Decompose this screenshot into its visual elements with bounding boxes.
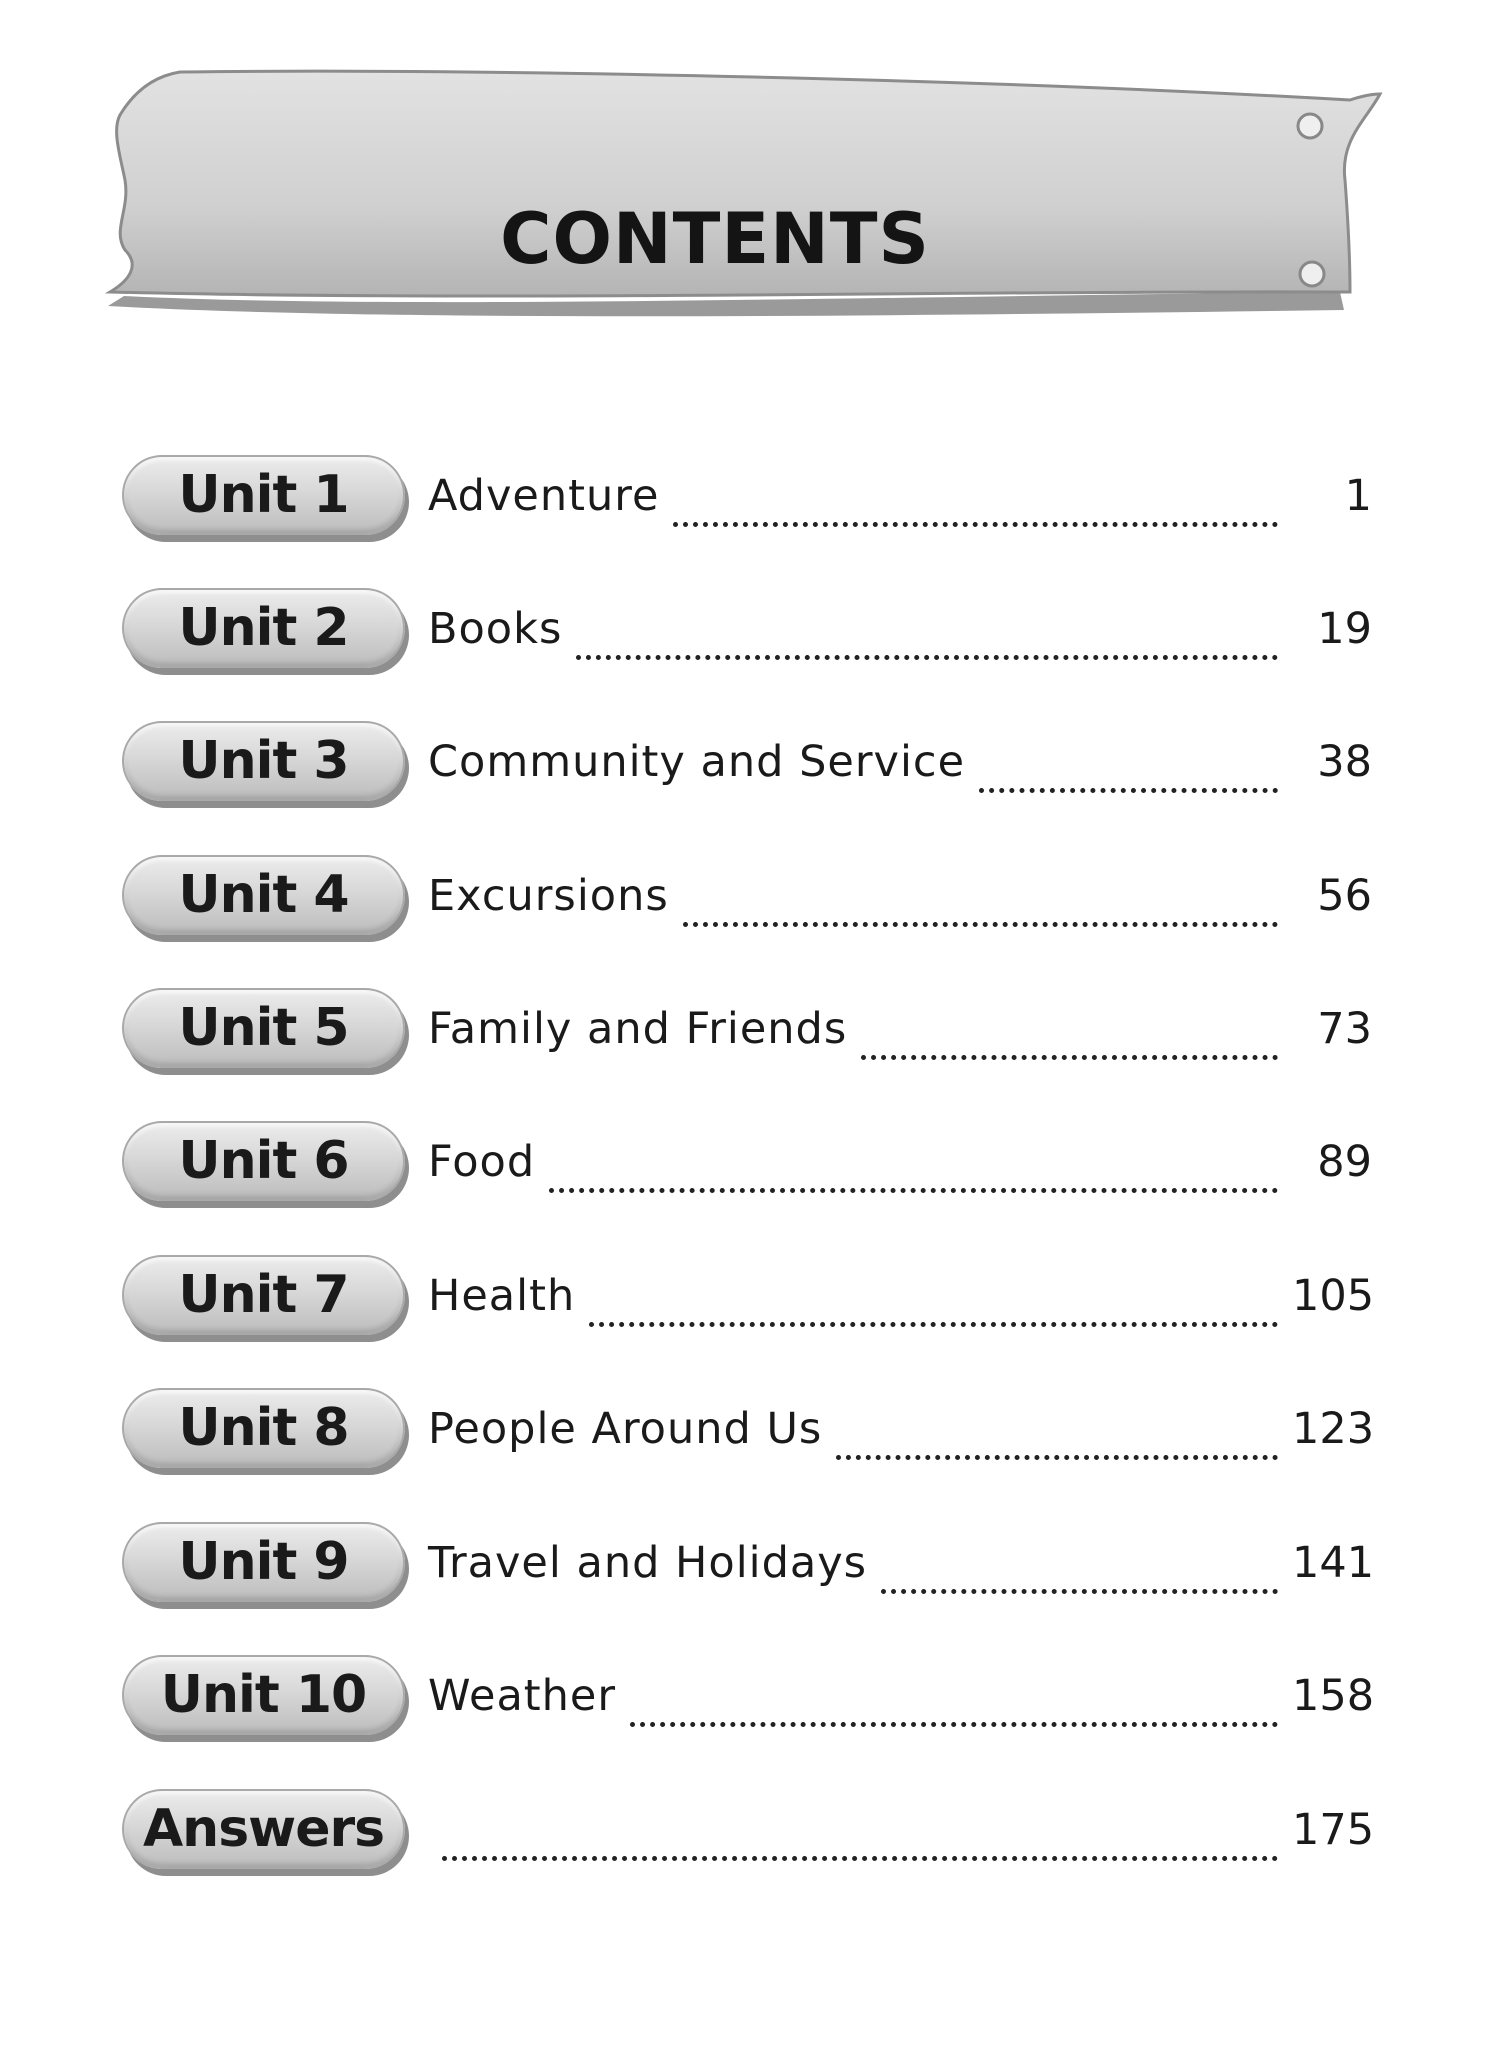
page-number: 1 [1344,471,1372,521]
unit-badge: Unit 6 [122,1121,405,1201]
unit-badge: Unit 7 [122,1255,405,1335]
bolt-icon [1298,114,1322,138]
dot-leader [549,1148,1278,1193]
toc-entry [428,459,1372,533]
page-number: 73 [1317,1004,1372,1054]
toc-entry [428,859,1372,933]
toc-row[interactable] [122,1121,1372,1203]
toc-entry [428,1392,1375,1466]
unit-badge: Unit 9 [122,1522,405,1602]
contents-banner [100,60,1390,330]
toc-entry [428,1259,1375,1333]
toc-entry [428,1526,1375,1600]
toc-row[interactable] [122,988,1372,1070]
entry-title: Books [428,604,563,654]
unit-badge: Unit 4 [122,855,405,935]
toc-row[interactable] [122,1789,1375,1871]
toc-row[interactable] [122,1255,1375,1337]
page-number: 38 [1317,737,1372,787]
unit-badge: Unit 10 [122,1655,405,1735]
toc-row[interactable] [122,588,1372,670]
page-number: 89 [1317,1137,1372,1187]
toc-entry [428,1793,1375,1867]
entry-title: Weather [428,1671,617,1721]
page-number: 175 [1292,1805,1375,1855]
dot-leader [442,1816,1278,1861]
page-number: 56 [1317,871,1372,921]
entry-title: Food [428,1137,536,1187]
dot-leader [630,1682,1278,1727]
unit-badge: Unit 2 [122,588,405,668]
entry-title: Community and Service [428,737,966,787]
dot-leader [576,615,1278,660]
page-number: 19 [1317,604,1372,654]
dot-leader [881,1549,1278,1594]
page-number: 141 [1292,1538,1375,1588]
page-number: 123 [1292,1404,1375,1454]
toc-entry [428,1125,1372,1199]
toc-row[interactable] [122,455,1372,537]
banner-ribbon [100,60,1390,330]
unit-badge: Unit 8 [122,1388,405,1468]
toc-entry [428,1659,1375,1733]
page-title: CONTENTS [500,198,930,280]
toc-row[interactable] [122,1655,1375,1737]
entry-title: Health [428,1271,576,1321]
toc-row[interactable] [122,1388,1375,1470]
toc-entry [428,992,1372,1066]
dot-leader [836,1415,1278,1460]
dot-leader [683,882,1278,927]
unit-badge: Unit 3 [122,721,405,801]
toc-row[interactable] [122,721,1372,803]
entry-title: Excursions [428,871,669,921]
dot-leader [979,748,1278,793]
answers-badge: Answers [122,1789,405,1869]
page-number: 158 [1292,1671,1375,1721]
toc-entry [428,725,1372,799]
toc-entry [428,592,1372,666]
dot-leader [861,1015,1278,1060]
entry-title: Family and Friends [428,1004,848,1054]
entry-title: Adventure [428,471,660,521]
dot-leader [589,1282,1278,1327]
dot-leader [673,482,1278,527]
entry-title: People Around Us [428,1404,823,1454]
unit-badge: Unit 1 [122,455,405,535]
entry-title: Travel and Holidays [428,1538,868,1588]
toc-row[interactable] [122,855,1372,937]
page-number: 105 [1292,1271,1375,1321]
unit-badge: Unit 5 [122,988,405,1068]
toc-row[interactable] [122,1522,1375,1604]
